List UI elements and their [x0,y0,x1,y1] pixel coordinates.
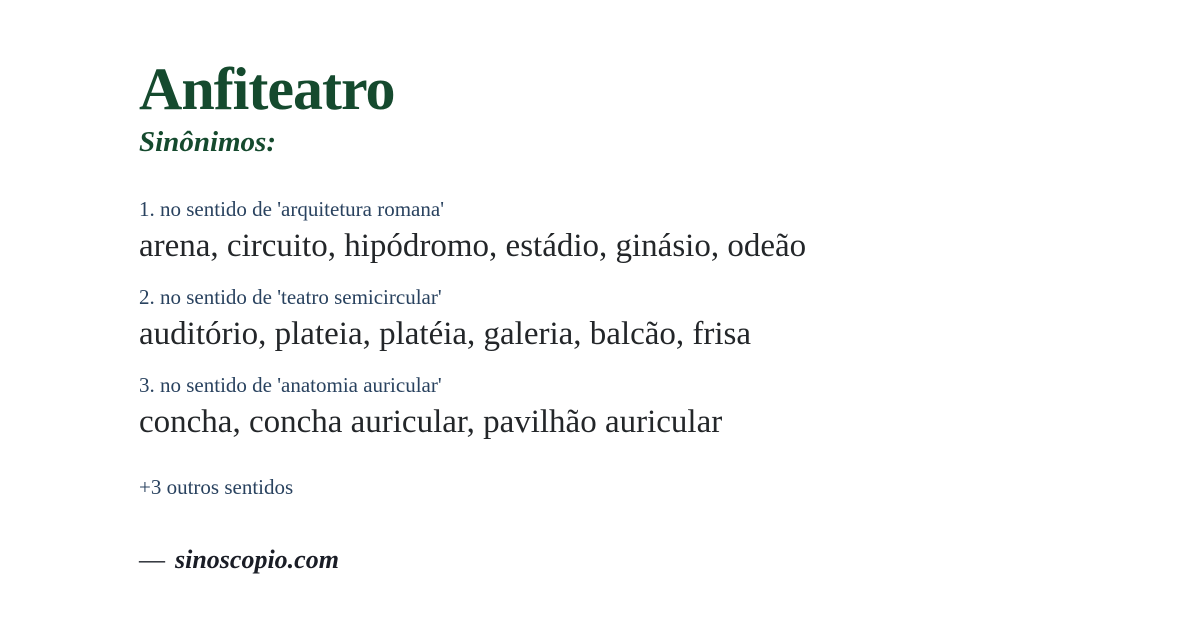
sense-synonyms-text: auditório, plateia, platéia, galeria, balcão, frisa [139,316,752,353]
more-senses-link[interactable]: +3 outros sentidos [139,475,294,500]
senses-list [139,197,1160,444]
sense-entry-1 [139,197,1160,268]
sense-synonyms-text: concha, concha auricular, pavilhão auricular [139,404,723,441]
sense-context-label: 2. no sentido de 'teatro semicircular' [139,285,442,310]
sense-context-label: 1. no sentido de 'arquitetura romana' [139,197,444,221]
sense-entry-3 [139,373,1160,444]
sense-synonyms-text: arena, circuito, hipódromo, estádio, ginásio, odeão [139,228,807,265]
sense-context-label: 3. no sentido de 'anatomia auricular' [139,373,442,398]
source-domain: sinoscopio.com [175,545,339,575]
attribution-dash: — [139,545,165,575]
page-title: Anfiteatro [139,56,395,122]
sense-entry-2 [139,285,1160,356]
synonyms-section-label: Sinônimos: [139,126,276,158]
source-attribution [139,545,1160,575]
